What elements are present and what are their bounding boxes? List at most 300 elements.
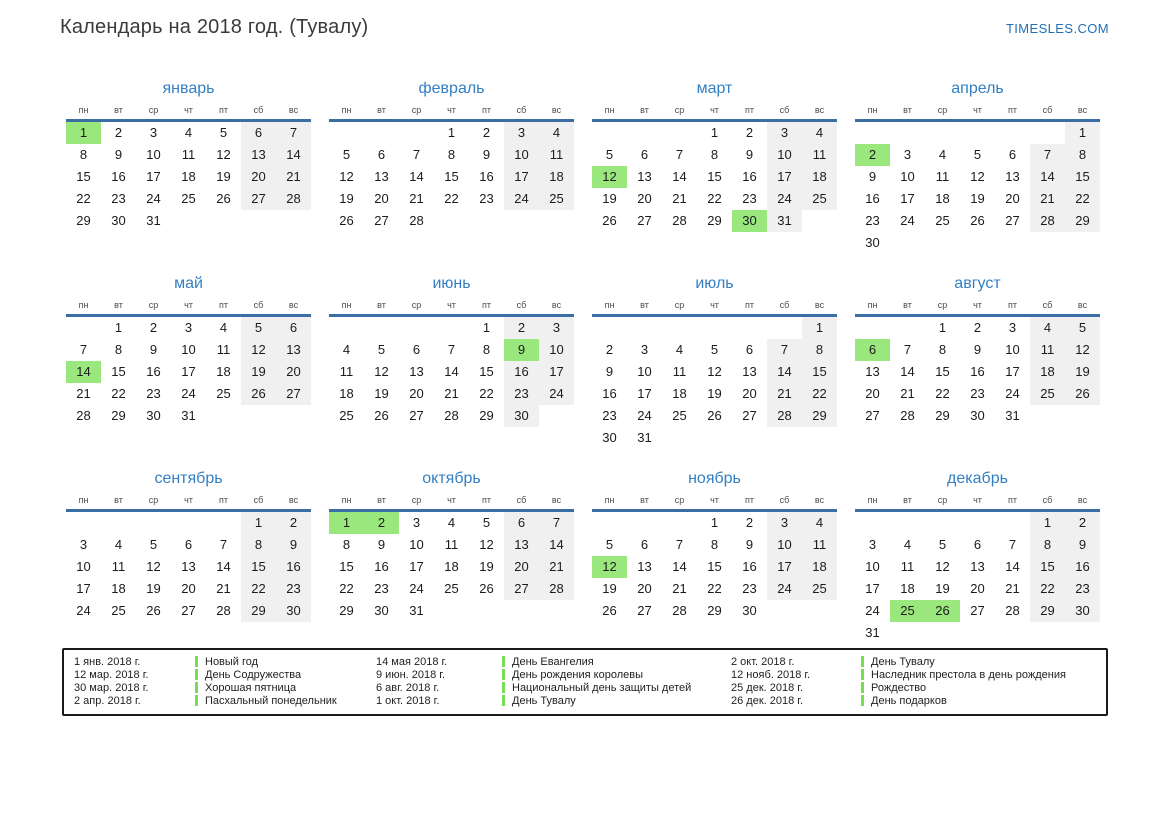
day-cell: 16 xyxy=(504,361,539,383)
day-cell: 16 xyxy=(865,191,880,206)
day-cell-empty xyxy=(539,210,574,232)
day-cell: 22 xyxy=(707,191,722,206)
day-cell: 23 xyxy=(865,213,880,228)
day-cell: 9 xyxy=(868,169,877,184)
day-cell: 16 xyxy=(742,169,757,184)
day-cell: 11 xyxy=(900,559,915,574)
month-grid xyxy=(329,101,574,232)
day-cell: 2 xyxy=(973,320,982,335)
legend-holiday-name xyxy=(195,669,376,682)
day-cell: 21 xyxy=(672,581,687,596)
day-cell: 16 xyxy=(1065,556,1100,578)
day-cell: 20 xyxy=(504,556,539,578)
day-cell-empty xyxy=(890,512,925,534)
day-cell-empty xyxy=(890,317,925,339)
weekday-header: вт xyxy=(640,495,649,505)
day-cell: 4 xyxy=(539,122,574,144)
day-cell: 1 xyxy=(1065,122,1100,144)
weekday-header: сб xyxy=(1042,300,1053,310)
day-cell: 29 xyxy=(707,603,722,618)
day-cell: 24 xyxy=(146,191,161,206)
day-cell: 17 xyxy=(767,166,802,188)
day-cell-empty xyxy=(802,600,837,622)
holiday-marker-icon xyxy=(195,669,198,680)
day-cell: 24 xyxy=(865,603,880,618)
day-cell: 12 xyxy=(216,147,231,162)
day-cell: 21 xyxy=(539,556,574,578)
day-cell: 22 xyxy=(935,386,950,401)
day-cell: 17 xyxy=(539,361,574,383)
day-cell: 25 xyxy=(802,578,837,600)
day-cell-empty xyxy=(399,122,434,144)
day-cell: 29 xyxy=(1030,600,1065,622)
weekday-header: пн xyxy=(604,495,615,505)
day-cell: 11 xyxy=(802,144,837,166)
day-cell-empty xyxy=(995,512,1030,534)
holiday-marker-icon xyxy=(861,669,864,680)
day-cell: 27 xyxy=(637,603,652,618)
day-cell-holiday: 14 xyxy=(66,361,101,383)
day-cell: 19 xyxy=(970,191,985,206)
weekday-header: пт xyxy=(745,300,754,310)
weekday-header: вс xyxy=(288,105,299,115)
day-cell: 2 xyxy=(745,515,754,530)
weekday-header: сб xyxy=(779,495,790,505)
day-cell-empty xyxy=(434,317,469,339)
day-cell-empty xyxy=(171,210,206,232)
day-cell: 13 xyxy=(276,339,311,361)
day-cell: 13 xyxy=(865,364,880,379)
weekday-header: чт xyxy=(447,300,456,310)
day-cell: 29 xyxy=(1065,210,1100,232)
day-cell-empty xyxy=(434,210,469,232)
day-cell: 30 xyxy=(865,235,880,250)
weekday-header: вс xyxy=(814,105,825,115)
day-cell: 28 xyxy=(767,405,802,427)
day-cell: 24 xyxy=(1005,386,1020,401)
holiday-marker-icon xyxy=(861,656,864,667)
day-cell: 26 xyxy=(374,408,389,423)
day-cell: 18 xyxy=(802,556,837,578)
weekday-header: вт xyxy=(114,495,123,505)
weekday-header: вт xyxy=(377,105,386,115)
day-cell: 18 xyxy=(111,581,126,596)
day-cell: 30 xyxy=(276,600,311,622)
day-cell: 19 xyxy=(479,559,494,574)
weekday-header: пн xyxy=(604,105,615,115)
day-cell: 5 xyxy=(342,147,351,162)
day-cell: 29 xyxy=(111,408,126,423)
day-cell: 1 xyxy=(802,317,837,339)
day-cell: 20 xyxy=(637,191,652,206)
legend-holiday-label: Хорошая пятница xyxy=(205,682,297,694)
weekday-header: сб xyxy=(779,300,790,310)
day-cell: 5 xyxy=(241,317,276,339)
day-cell: 15 xyxy=(935,364,950,379)
day-cell: 9 xyxy=(149,342,158,357)
day-cell-empty xyxy=(241,210,276,232)
day-cell: 17 xyxy=(146,169,161,184)
day-cell: 17 xyxy=(637,386,652,401)
weekday-header: сб xyxy=(253,495,264,505)
weekday-header: пт xyxy=(219,495,228,505)
day-cell: 2 xyxy=(605,342,614,357)
month-4 xyxy=(846,71,1109,266)
weekday-header: вт xyxy=(903,495,912,505)
legend-date: 1 янв. 2018 г. xyxy=(74,656,141,668)
day-cell: 6 xyxy=(640,147,649,162)
day-cell: 11 xyxy=(1030,339,1065,361)
day-cell: 1 xyxy=(241,512,276,534)
day-cell: 14 xyxy=(900,364,915,379)
day-cell: 20 xyxy=(409,386,424,401)
day-cell: 10 xyxy=(539,339,574,361)
day-cell: 3 xyxy=(412,515,421,530)
day-cell: 21 xyxy=(216,581,231,596)
day-cell: 20 xyxy=(742,386,757,401)
month-9 xyxy=(57,461,320,656)
day-cell-empty xyxy=(925,122,960,144)
day-cell: 17 xyxy=(865,581,880,596)
day-cell: 14 xyxy=(1005,559,1020,574)
month-grid xyxy=(329,296,574,427)
day-cell: 19 xyxy=(707,386,722,401)
weekday-header: чт xyxy=(184,495,193,505)
day-cell: 12 xyxy=(935,559,950,574)
day-cell: 22 xyxy=(479,386,494,401)
day-cell-empty xyxy=(399,317,434,339)
day-cell: 19 xyxy=(146,581,161,596)
day-cell: 19 xyxy=(935,581,950,596)
day-cell: 15 xyxy=(241,556,276,578)
month-12 xyxy=(846,461,1109,656)
weekday-header: сб xyxy=(1042,105,1053,115)
day-cell: 28 xyxy=(216,603,231,618)
day-cell-holiday: 12 xyxy=(592,556,627,578)
day-cell: 29 xyxy=(339,603,354,618)
day-cell: 12 xyxy=(374,364,389,379)
month-name: июль xyxy=(695,275,734,292)
day-cell: 21 xyxy=(1005,581,1020,596)
day-cell: 23 xyxy=(602,408,617,423)
month-grid xyxy=(66,296,311,427)
day-cell: 29 xyxy=(707,213,722,228)
day-cell-empty xyxy=(627,317,662,339)
day-cell: 28 xyxy=(444,408,459,423)
day-cell: 13 xyxy=(181,559,196,574)
day-cell-empty xyxy=(732,427,767,449)
day-cell-holiday: 30 xyxy=(732,210,767,232)
day-cell: 15 xyxy=(444,169,459,184)
day-cell: 19 xyxy=(241,361,276,383)
day-cell: 23 xyxy=(970,386,985,401)
weekday-header: чт xyxy=(973,105,982,115)
legend-holiday-label: День Евангелия xyxy=(512,656,594,668)
weekday-header: ср xyxy=(937,495,948,505)
weekday-header: ср xyxy=(411,495,422,505)
day-cell: 28 xyxy=(76,408,91,423)
day-cell: 1 xyxy=(1030,512,1065,534)
day-cell: 5 xyxy=(149,537,158,552)
legend-date: 1 окт. 2018 г. xyxy=(376,695,440,707)
legend-holiday-name xyxy=(502,682,731,695)
day-cell: 10 xyxy=(76,559,91,574)
weekday-header: вс xyxy=(1077,105,1088,115)
day-cell: 27 xyxy=(1005,213,1020,228)
month-grid xyxy=(66,491,311,622)
day-cell: 28 xyxy=(409,213,424,228)
weekday-header: чт xyxy=(447,105,456,115)
day-cell: 10 xyxy=(767,144,802,166)
legend-date: 26 дек. 2018 г. xyxy=(731,695,804,707)
day-cell-empty xyxy=(66,512,101,534)
site-link[interactable]: TIMESLES.COM xyxy=(1005,21,1109,36)
weekday-header: пн xyxy=(604,300,615,310)
day-cell: 18 xyxy=(216,364,231,379)
weekday-header: вс xyxy=(1077,300,1088,310)
day-cell: 20 xyxy=(374,191,389,206)
day-cell: 23 xyxy=(742,581,757,596)
holiday-marker-icon xyxy=(502,695,505,706)
day-cell: 2 xyxy=(745,125,754,140)
day-cell: 8 xyxy=(482,342,491,357)
weekday-header: пн xyxy=(341,495,352,505)
day-cell: 5 xyxy=(605,147,614,162)
legend-holiday-label: День Тувалу xyxy=(512,695,576,707)
day-cell: 25 xyxy=(181,191,196,206)
holiday-marker-icon xyxy=(195,682,198,693)
weekday-header: сб xyxy=(779,105,790,115)
weekday-header: вс xyxy=(814,495,825,505)
weekday-header: ср xyxy=(148,105,159,115)
day-cell: 30 xyxy=(374,603,389,618)
day-cell: 3 xyxy=(504,122,539,144)
month-name: ноябрь xyxy=(688,470,741,487)
day-cell: 19 xyxy=(1065,361,1100,383)
day-cell: 7 xyxy=(767,339,802,361)
day-cell-empty xyxy=(960,122,995,144)
day-cell-empty xyxy=(697,427,732,449)
day-cell-empty xyxy=(960,512,995,534)
legend-holiday-name xyxy=(861,669,1106,682)
month-grid xyxy=(855,296,1100,427)
weekday-header: пт xyxy=(482,300,491,310)
day-cell: 15 xyxy=(707,169,722,184)
day-cell: 5 xyxy=(377,342,386,357)
day-cell: 24 xyxy=(504,188,539,210)
day-cell-empty xyxy=(662,512,697,534)
weekday-header: ср xyxy=(937,105,948,115)
day-cell: 3 xyxy=(79,537,88,552)
day-cell-empty xyxy=(1030,122,1065,144)
day-cell: 6 xyxy=(184,537,193,552)
day-cell: 14 xyxy=(767,361,802,383)
day-cell: 14 xyxy=(539,534,574,556)
month-grid xyxy=(592,491,837,622)
day-cell: 9 xyxy=(973,342,982,357)
day-cell: 18 xyxy=(339,386,354,401)
day-cell: 7 xyxy=(219,537,228,552)
day-cell: 26 xyxy=(602,213,617,228)
day-cell: 11 xyxy=(802,534,837,556)
day-cell: 12 xyxy=(970,169,985,184)
day-cell-empty xyxy=(802,427,837,449)
day-cell-holiday: 6 xyxy=(855,339,890,361)
day-cell: 23 xyxy=(276,578,311,600)
day-cell: 26 xyxy=(241,383,276,405)
day-cell-empty xyxy=(767,600,802,622)
day-cell: 18 xyxy=(181,169,196,184)
day-cell: 28 xyxy=(1005,603,1020,618)
day-cell-empty xyxy=(504,600,539,622)
weekday-header: чт xyxy=(710,105,719,115)
page-header xyxy=(0,0,1169,39)
weekday-header: сб xyxy=(253,105,264,115)
day-cell-holiday: 9 xyxy=(504,339,539,361)
day-cell: 9 xyxy=(482,147,491,162)
day-cell: 3 xyxy=(767,122,802,144)
day-cell: 24 xyxy=(637,408,652,423)
legend-date: 30 мар. 2018 г. xyxy=(74,682,149,694)
day-cell-empty xyxy=(662,122,697,144)
day-cell: 12 xyxy=(241,339,276,361)
day-cell: 18 xyxy=(1030,361,1065,383)
day-cell: 3 xyxy=(903,147,912,162)
day-cell: 11 xyxy=(181,147,196,162)
month-grid xyxy=(855,101,1100,254)
day-cell: 9 xyxy=(745,537,754,552)
day-cell: 3 xyxy=(539,317,574,339)
day-cell: 10 xyxy=(637,364,652,379)
day-cell: 2 xyxy=(1065,512,1100,534)
month-grid xyxy=(592,296,837,449)
month-name: август xyxy=(954,275,1001,292)
day-cell-empty xyxy=(890,622,925,644)
day-cell: 13 xyxy=(742,364,757,379)
weekday-header: чт xyxy=(184,105,193,115)
month-5 xyxy=(57,266,320,461)
day-cell: 19 xyxy=(602,191,617,206)
day-cell: 24 xyxy=(181,386,196,401)
day-cell: 24 xyxy=(900,213,915,228)
day-cell: 5 xyxy=(938,537,947,552)
month-name: май xyxy=(174,275,203,292)
day-cell: 20 xyxy=(865,386,880,401)
day-cell: 14 xyxy=(672,169,687,184)
month-3 xyxy=(583,71,846,266)
weekday-header: ср xyxy=(674,300,685,310)
day-cell: 14 xyxy=(276,144,311,166)
day-cell: 14 xyxy=(1030,166,1065,188)
legend-holiday-label: Рождество xyxy=(871,682,927,694)
day-cell: 8 xyxy=(802,339,837,361)
holiday-marker-icon xyxy=(195,656,198,667)
day-cell: 31 xyxy=(637,430,652,445)
day-cell: 14 xyxy=(444,364,459,379)
day-cell: 30 xyxy=(970,408,985,423)
day-cell-empty xyxy=(136,512,171,534)
day-cell-empty xyxy=(960,232,995,254)
day-cell-empty xyxy=(1030,622,1065,644)
weekday-header: чт xyxy=(447,495,456,505)
day-cell: 31 xyxy=(767,210,802,232)
legend-holiday-name xyxy=(502,695,731,708)
day-cell-empty xyxy=(241,405,276,427)
day-cell-empty xyxy=(802,210,837,232)
day-cell: 24 xyxy=(767,188,802,210)
day-cell: 1 xyxy=(447,125,456,140)
weekday-header: пт xyxy=(219,300,228,310)
day-cell: 4 xyxy=(802,122,837,144)
day-cell: 16 xyxy=(374,559,389,574)
day-cell: 26 xyxy=(216,191,231,206)
day-cell: 23 xyxy=(374,581,389,596)
day-cell: 24 xyxy=(409,581,424,596)
day-cell: 18 xyxy=(935,191,950,206)
day-cell-empty xyxy=(697,317,732,339)
day-cell: 5 xyxy=(482,515,491,530)
day-cell: 6 xyxy=(241,122,276,144)
day-cell: 30 xyxy=(602,430,617,445)
month-grid xyxy=(66,101,311,232)
day-cell-empty xyxy=(767,427,802,449)
day-cell: 6 xyxy=(504,512,539,534)
day-cell-empty xyxy=(855,512,890,534)
day-cell: 2 xyxy=(149,320,158,335)
day-cell-holiday: 2 xyxy=(364,512,399,534)
day-cell: 28 xyxy=(672,603,687,618)
day-cell: 11 xyxy=(444,537,459,552)
weekday-header: пн xyxy=(867,105,878,115)
day-cell: 16 xyxy=(602,386,617,401)
month-11 xyxy=(583,461,846,656)
day-cell-empty xyxy=(592,317,627,339)
weekday-header: сб xyxy=(1042,495,1053,505)
legend-holiday-label: День подарков xyxy=(871,695,947,707)
day-cell: 13 xyxy=(637,559,652,574)
day-cell: 15 xyxy=(111,364,126,379)
day-cell: 6 xyxy=(640,537,649,552)
weekday-header: вт xyxy=(903,300,912,310)
legend-holiday-name xyxy=(861,695,1106,708)
weekday-header: пн xyxy=(78,105,89,115)
day-cell-empty xyxy=(364,122,399,144)
day-cell: 21 xyxy=(409,191,424,206)
day-cell: 2 xyxy=(276,512,311,534)
day-cell: 29 xyxy=(76,213,91,228)
legend-holiday-label: День Содружества xyxy=(205,669,302,681)
weekday-header: сб xyxy=(516,495,527,505)
day-cell: 22 xyxy=(707,581,722,596)
holiday-marker-icon xyxy=(861,695,864,706)
day-cell: 24 xyxy=(76,603,91,618)
day-cell: 7 xyxy=(675,537,684,552)
day-cell: 4 xyxy=(903,537,912,552)
day-cell-empty xyxy=(855,317,890,339)
day-cell: 9 xyxy=(605,364,614,379)
day-cell: 13 xyxy=(241,144,276,166)
day-cell: 3 xyxy=(767,512,802,534)
weekday-header: ср xyxy=(148,300,159,310)
day-cell: 10 xyxy=(767,534,802,556)
legend-holiday-label: Новый год xyxy=(205,656,259,668)
day-cell: 12 xyxy=(339,169,354,184)
day-cell: 25 xyxy=(216,386,231,401)
day-cell: 25 xyxy=(1030,383,1065,405)
day-cell: 18 xyxy=(672,386,687,401)
day-cell-empty xyxy=(469,210,504,232)
day-cell-empty xyxy=(206,512,241,534)
